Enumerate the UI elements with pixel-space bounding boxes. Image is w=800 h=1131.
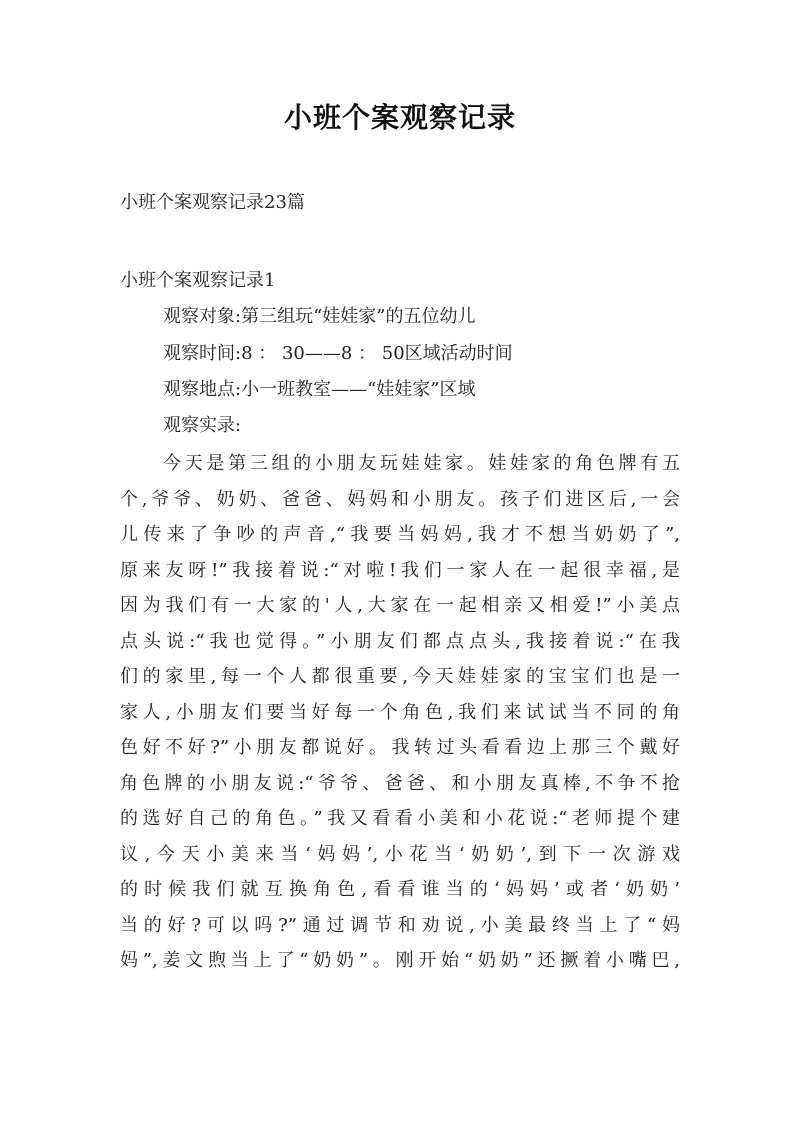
field-observation-target: 观察对象:第三组玩“娃娃家”的五位幼儿	[163, 306, 476, 327]
body-line: 的时候我们就互换角色,看看谁当的‘妈妈’或者‘奶奶’	[120, 879, 680, 900]
body-line: 因为我们有一大家的'人,大家在一起相亲又相爱!”小美点	[120, 595, 680, 616]
section-heading: 小班个案观察记录1	[120, 270, 276, 291]
body-line: 们的家里,每一个人都很重要,今天娃娃家的宝宝们也是一	[120, 666, 680, 687]
body-line: 的选好自己的角色。”我又看看小美和小花说:“老师提个建	[120, 808, 680, 829]
body-line: 今天是第三组的小朋友玩娃娃家。娃娃家的角色牌有五	[163, 453, 680, 474]
document-subtitle: 小班个案观察记录23篇	[120, 192, 305, 213]
body-line: 议,今天小美来当‘妈妈’,小花当‘奶奶’,到下一次游戏	[120, 843, 680, 865]
body-line: 个,爷爷、奶奶、爸爸、妈妈和小朋友。孩子们进区后,一会	[120, 488, 680, 510]
body-line: 儿传来了争吵的声音,“我要当妈妈,我才不想当奶奶了”,	[120, 524, 680, 545]
body-line: 角色牌的小朋友说:“爷爷、爸爸、和小朋友真棒,不争不抢	[120, 772, 680, 794]
body-line: 家人,小朋友们要当好每一个角色,我们来试试当不同的角	[120, 701, 680, 723]
field-observation-location: 观察地点:小一班教室——“娃娃家”区域	[163, 379, 476, 400]
body-line: 当的好?可以吗?”通过调节和劝说,小美最终当上了“妈	[120, 914, 680, 936]
record-body	[120, 446, 680, 979]
body-line: 色好不好?”小朋友都说好。我转过头看看边上那三个戴好	[120, 737, 680, 758]
body-line: 点头说:“我也觉得。”小朋友们都点点头,我接着说:“在我	[120, 630, 680, 652]
body-line: 妈”,姜文煦当上了“奶奶”。刚开始“奶奶”还撅着小嘴巴,	[120, 950, 680, 971]
field-observation-record: 观察实录:	[163, 415, 242, 436]
body-line: 原来友呀!”我接着说:“对啦!我们一家人在一起很幸福,是	[120, 559, 680, 581]
field-observation-time: 观察时间:8 ： 30——8 ： 50区域活动时间	[163, 343, 513, 364]
document-title: 小班个案观察记录	[283, 101, 516, 134]
